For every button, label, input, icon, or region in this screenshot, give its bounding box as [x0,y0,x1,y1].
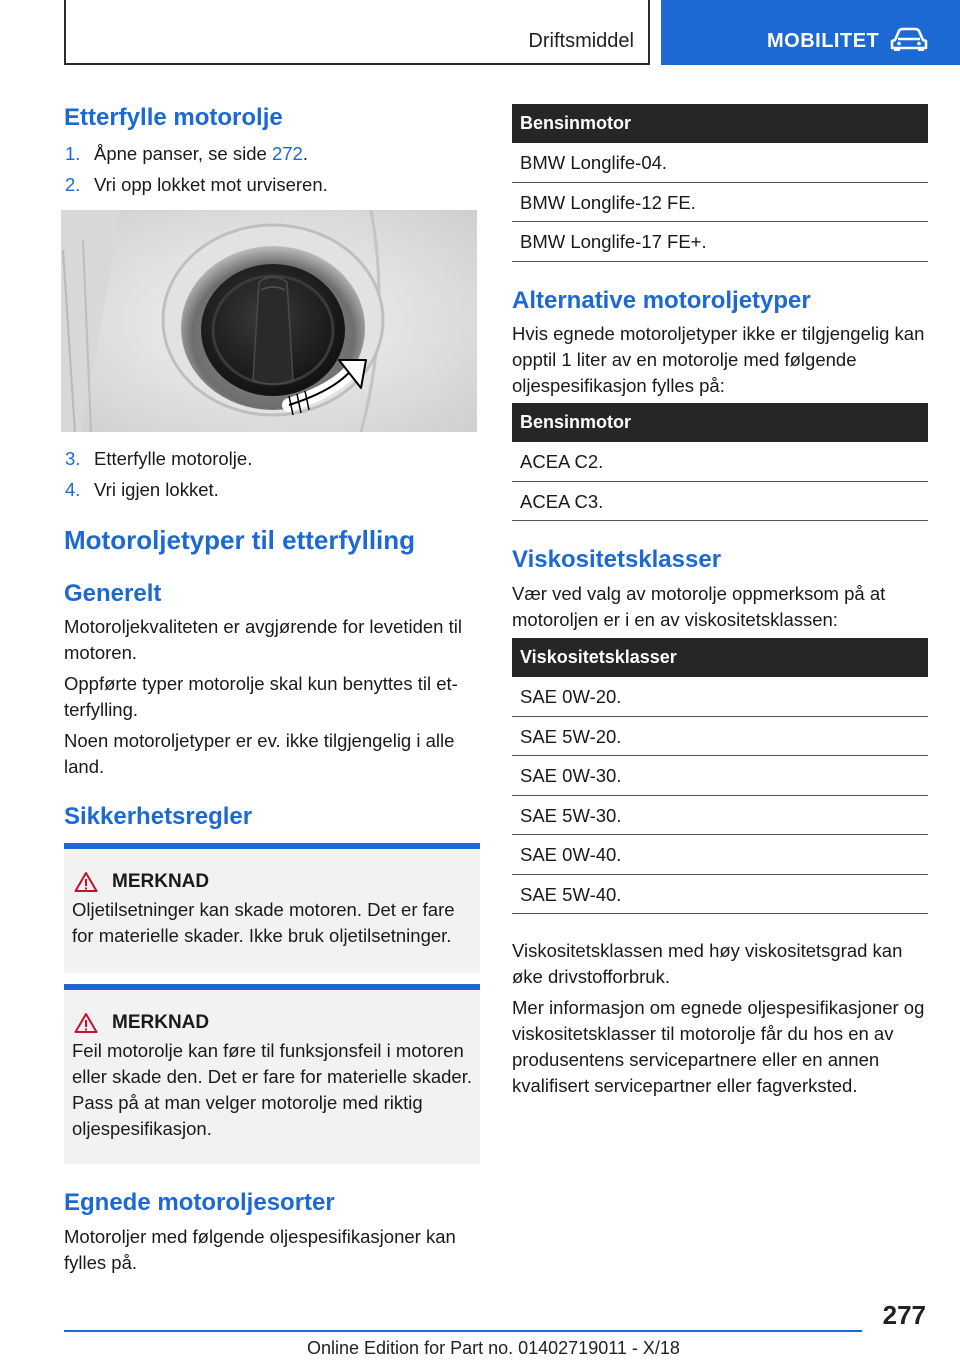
car-icon [889,26,929,52]
steps-list-a [65,138,328,200]
notice-title: MERKNAD [112,1012,210,1033]
warning-icon [74,1012,98,1034]
notice-text: Oljetilsetninger kan skade motoren. Det er fare for materielle skader. Ikke bruk oljetilsetninger. [72,899,455,946]
step-number: 3. [65,448,81,469]
table-petrol-alt-specs [512,403,928,521]
table-header: Viskositetsklasser [512,638,928,677]
paragraph-general-1: Motoroljekvaliteten er avgjørende for levetiden til motoren. [64,616,462,663]
step-number: 2. [65,174,81,195]
footer-edition: Online Edition for Part no. 01402719011 - X/18 [307,1338,680,1358]
notice-header [72,871,472,893]
notice-header [72,1012,472,1034]
header-chapter-tab[interactable] [661,0,960,65]
oil-cap-photo [61,210,477,432]
table-row: SAE 0W-40. [512,835,928,875]
paragraph-alternative: Hvis egnede motoroljetyper ikke er tilgjengelig kan opptil 1 liter av en motorolje med følgende oljespesifikasjon fylles på: [512,323,925,396]
step-text: Åpne panser, se side 272. [94,143,308,164]
table-row: SAE 0W-30. [512,756,928,796]
table-row: SAE 5W-40. [512,875,928,915]
list-item [65,169,328,200]
page-number: 277 [882,1300,926,1330]
notice-box-1 [64,843,480,973]
table-petrol-specs [512,104,928,262]
table-header: Bensinmotor [512,104,928,143]
header-section-box [64,0,650,65]
paragraph-viscosity-2: Viskositetsklassen med høy viskositetsgrad kan øke drivstofforbruk. [512,940,903,987]
page-link[interactable]: 272 [271,143,303,164]
table-header: Bensinmotor [512,403,928,442]
paragraph-general-2: Oppførte typer motorolje skal kun benyttes til etterfylling. [64,673,458,720]
table-row: BMW Longlife-17 FE+. [512,222,928,262]
step-text: Vri opp lokket mot urviseren. [94,174,328,195]
footer-divider [64,1330,862,1332]
heading-alternative-oils: Alternative motoroljetyper [512,287,811,314]
step-text: Etterfylle motorolje. [94,448,253,469]
notice-title: MERKNAD [112,871,210,892]
notice-text: Feil motorolje kan føre til funksjonsfeil i motoren eller skade den. Det er fare for materielle skader. Pass på at man velger motorolje med riktig oljespesifikasjon. [72,1040,472,1139]
list-item [65,138,328,169]
notice-box-2 [64,984,480,1164]
step-number: 1. [65,143,81,164]
table-row: SAE 0W-20. [512,677,928,717]
warning-icon [74,871,98,893]
header-section-title: Driftsmiddel [528,30,634,52]
table-row: SAE 5W-30. [512,796,928,836]
paragraph-viscosity: Vær ved valg av motorolje oppmerksom på at motoroljen er i en av viskositetsklassen: [512,583,886,630]
list-item [65,443,252,474]
heading-safety: Sikkerhetsregler [64,803,253,830]
paragraph-viscosity-3: Mer informasjon om egnede oljespesifikasjoner og viskositetsklasser til motorolje får du hos en av produsentens servicepartnere eller en annen kvalifisert servicepartner eller fagverksted. [512,997,925,1096]
list-item [65,474,252,505]
table-row: ACEA C3. [512,482,928,522]
heading-general: Generelt [64,580,162,607]
table-row: ACEA C2. [512,442,928,482]
paragraph-suitable: Motoroljer med følgende oljespesifikasjoner kan fylles på. [64,1226,456,1273]
steps-list-b [65,443,252,505]
table-viscosity-classes [512,638,928,914]
heading-suitable-oils: Egnede motoroljesorter [64,1189,335,1216]
heading-oil-types: Motoroljetyper til etterfylling [64,525,416,555]
step-number: 4. [65,479,81,500]
step-text: Vri igjen lokket. [94,479,219,500]
table-row: SAE 5W-20. [512,717,928,757]
table-row: BMW Longlife-04. [512,143,928,183]
paragraph-general-3: Noen motoroljetyper er ev. ikke tilgjengelig i alle land. [64,730,455,777]
table-row: BMW Longlife-12 FE. [512,183,928,223]
header-chapter-title: MOBILITET [767,30,880,52]
heading-refill-oil: Etterfylle motorolje [64,104,283,131]
heading-viscosity: Viskositetsklasser [512,546,722,573]
